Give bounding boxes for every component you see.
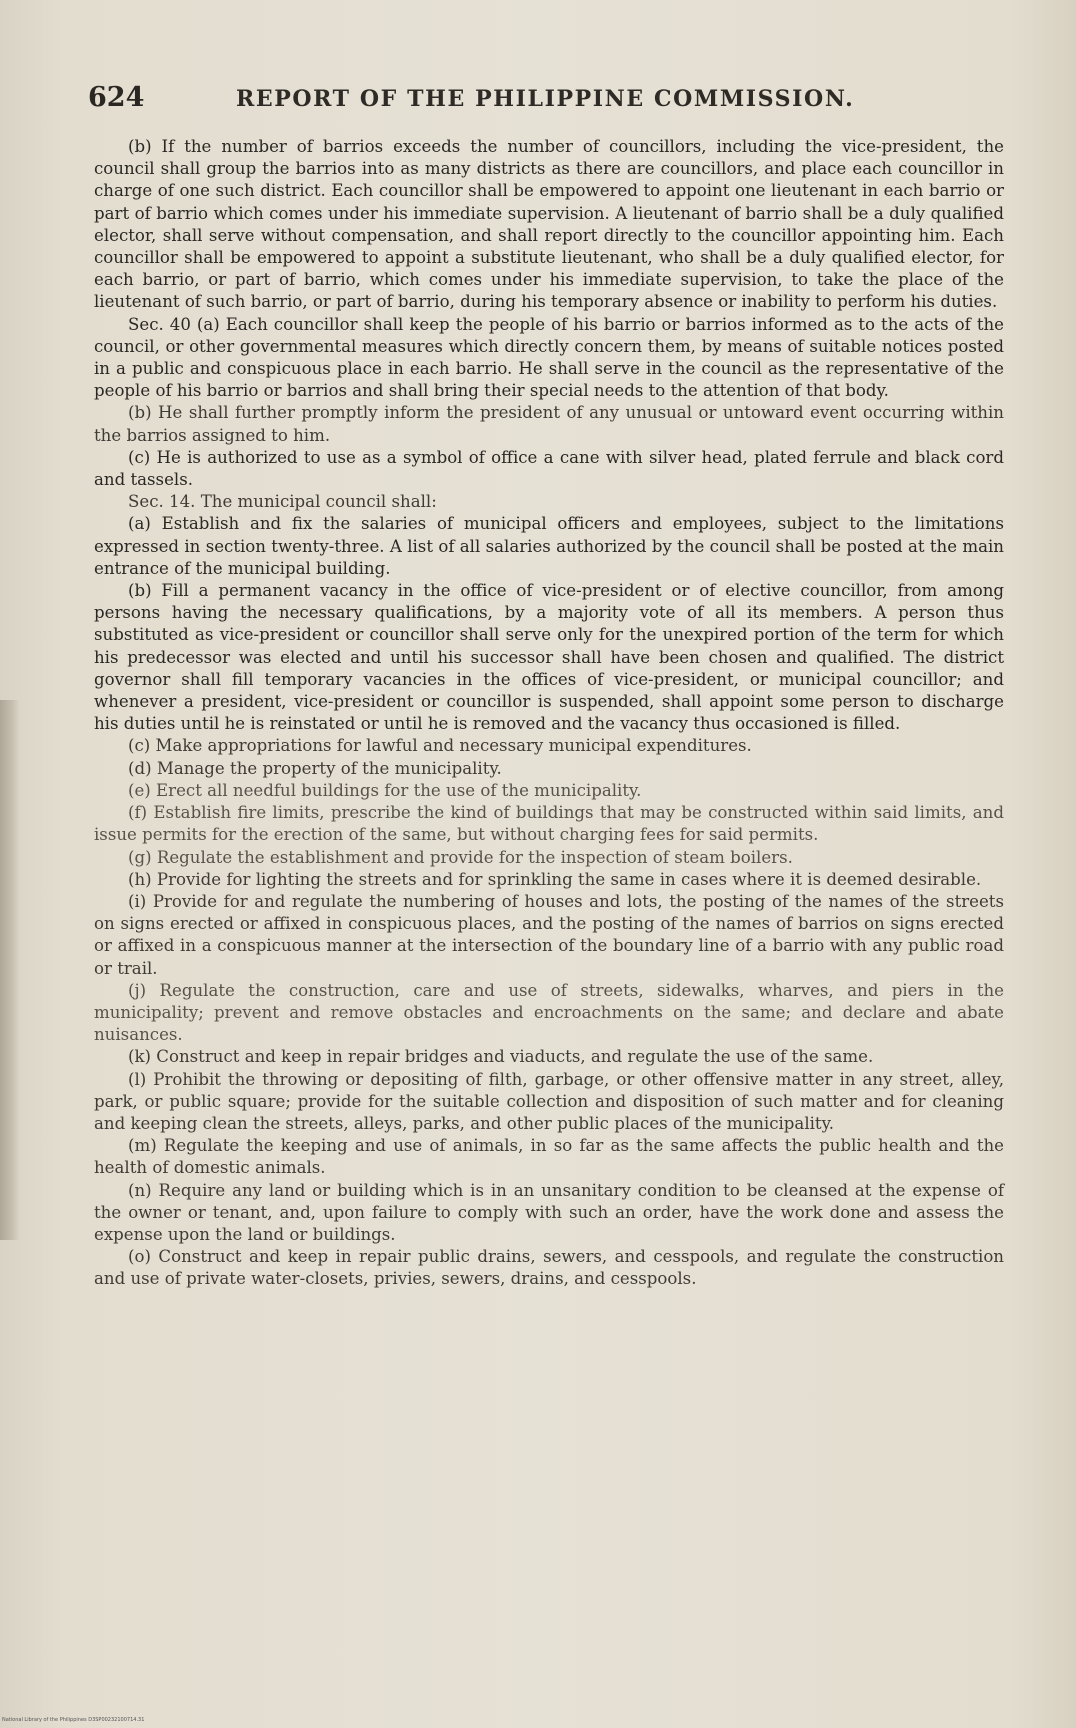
body-text — [94, 136, 1004, 1291]
paragraph: Sec. 40 (a) Each councillor shall keep the people of his barrio or barrios informed as to the acts of the council, or other governmental measures which directly concern them, by means of suitable notices posted in a public and conspicuous place in each barrio. He shall serve in the council as the representative of the people of his barrio or barrios and shall bring their special needs to the attention of that body. — [94, 314, 1004, 401]
paragraph: (n) Require any land or building which is in an unsanitary condition to be cleansed at the expense of the owner or tenant, and, upon failure to comply with such an order, have the work done and assess the expense upon the land or buildings. — [94, 1180, 1004, 1244]
paragraph: (l) Prohibit the throwing or depositing of filth, garbage, or other offensive matter in any street, alley, park, or public square; provide for the suitable collection and disposition of such matter and for cleaning and keeping clean the streets, alleys, parks, and other public places of the municipality. — [94, 1069, 1004, 1133]
paragraph: (b) He shall further promptly inform the president of any unusual or untoward event occurring within the barrios assigned to him. — [94, 403, 1004, 445]
paragraph: (a) Establish and fix the salaries of municipal officers and employees, subject to the limitations expressed in section twenty-three. A list of all salaries authorized by the council shall be posted at the main entrance of the municipal building. — [94, 514, 1004, 578]
paragraph: Sec. 14. The municipal council shall: — [128, 492, 437, 512]
page-number: 624 — [88, 82, 145, 113]
paragraph: (i) Provide for and regulate the numbering of houses and lots, the posting of the names of the streets on signs erected or affixed in conspicuous places, and the posting of the names of barrios on signs erected or affixed in a conspicuous manner at the intersection of the boundary line of a barrio with any public road or trail. — [94, 891, 1004, 978]
paragraph: (c) He is authorized to use as a symbol of office a cane with silver head, plated ferrule and black cord and tassels. — [94, 447, 1004, 490]
paragraph: (j) Regulate the construction, care and use of streets, sidewalks, wharves, and piers in the municipality; prevent and remove obstacles and encroachments on the same; and declare and abate nuisances. — [94, 980, 1004, 1045]
paragraph: (c) Make appropriations for lawful and necessary municipal expenditures. — [128, 736, 752, 756]
paragraph: (k) Construct and keep in repair bridges and viaducts, and regulate the use of the same. — [128, 1047, 874, 1067]
paragraph: (o) Construct and keep in repair public drains, sewers, and cesspools, and regulate the construction and use of private water-closets, privies, sewers, drains, and cesspools. — [94, 1247, 1004, 1289]
scan-source-footer: National Library of the Philippines D3SP00232100714.31 — [2, 1717, 145, 1723]
running-header — [88, 82, 1008, 122]
running-title: REPORT OF THE PHILIPPINE COMMISSION. — [236, 86, 855, 112]
paragraph: (b) If the number of barrios exceeds the number of councillors, including the vice-president, the council shall group the barrios into as many districts as there are councillors, and place each councillor in charge of one such district. Each councillor shall be empowered to appoint one lieutenant in each barrio or part of barrio which comes under his immediate supervision. A lieutenant of barrio shall be a duly qualified elector, shall serve without compensation, and shall report directly to the councillor appointing him. Each councillor shall be empowered to appoint a substitute lieutenant, who shall be a duly qualified elector, for each barrio, or part of barrio, which comes under his immediate supervision, to take the place of the lieutenant of such barrio, or part of barrio, during his temporary absence or inability to perform his duties. — [94, 137, 1004, 312]
paragraph: (d) Manage the property of the municipality. — [128, 758, 502, 778]
paragraph: (h) Provide for lighting the streets and for sprinkling the same in cases where it is deemed desirable. — [128, 869, 982, 889]
paragraph: (b) Fill a permanent vacancy in the office of vice-president or of elective councillor, from among persons having the necessary qualifications, by a majority vote of all its members. A person thus substituted as vice-president or councillor shall serve only for the unexpired portion of the term for which his predecessor was elected and until his successor shall have been chosen and qualified. The district governor shall fill temporary vacancies in the offices of vice-president, or municipal councillor; and whenever a president, vice-president or councillor is suspended, shall appoint some person to discharge his duties until he is reinstated or until he is removed and the vacancy thus occasioned is filled. — [94, 581, 1004, 734]
page-edge-shadow — [0, 700, 20, 1240]
paragraph: (e) Erect all needful buildings for the use of the municipality. — [128, 780, 642, 800]
paragraph: (m) Regulate the keeping and use of animals, in so far as the same affects the public health and the health of domestic animals. — [94, 1136, 1004, 1178]
paragraph: (g) Regulate the establishment and provide for the inspection of steam boilers. — [128, 847, 793, 867]
paragraph: (f) Establish fire limits, prescribe the kind of buildings that may be constructed within said limits, and issue permits for the erection of the same, but without charging fees for said permits. — [94, 803, 1004, 845]
